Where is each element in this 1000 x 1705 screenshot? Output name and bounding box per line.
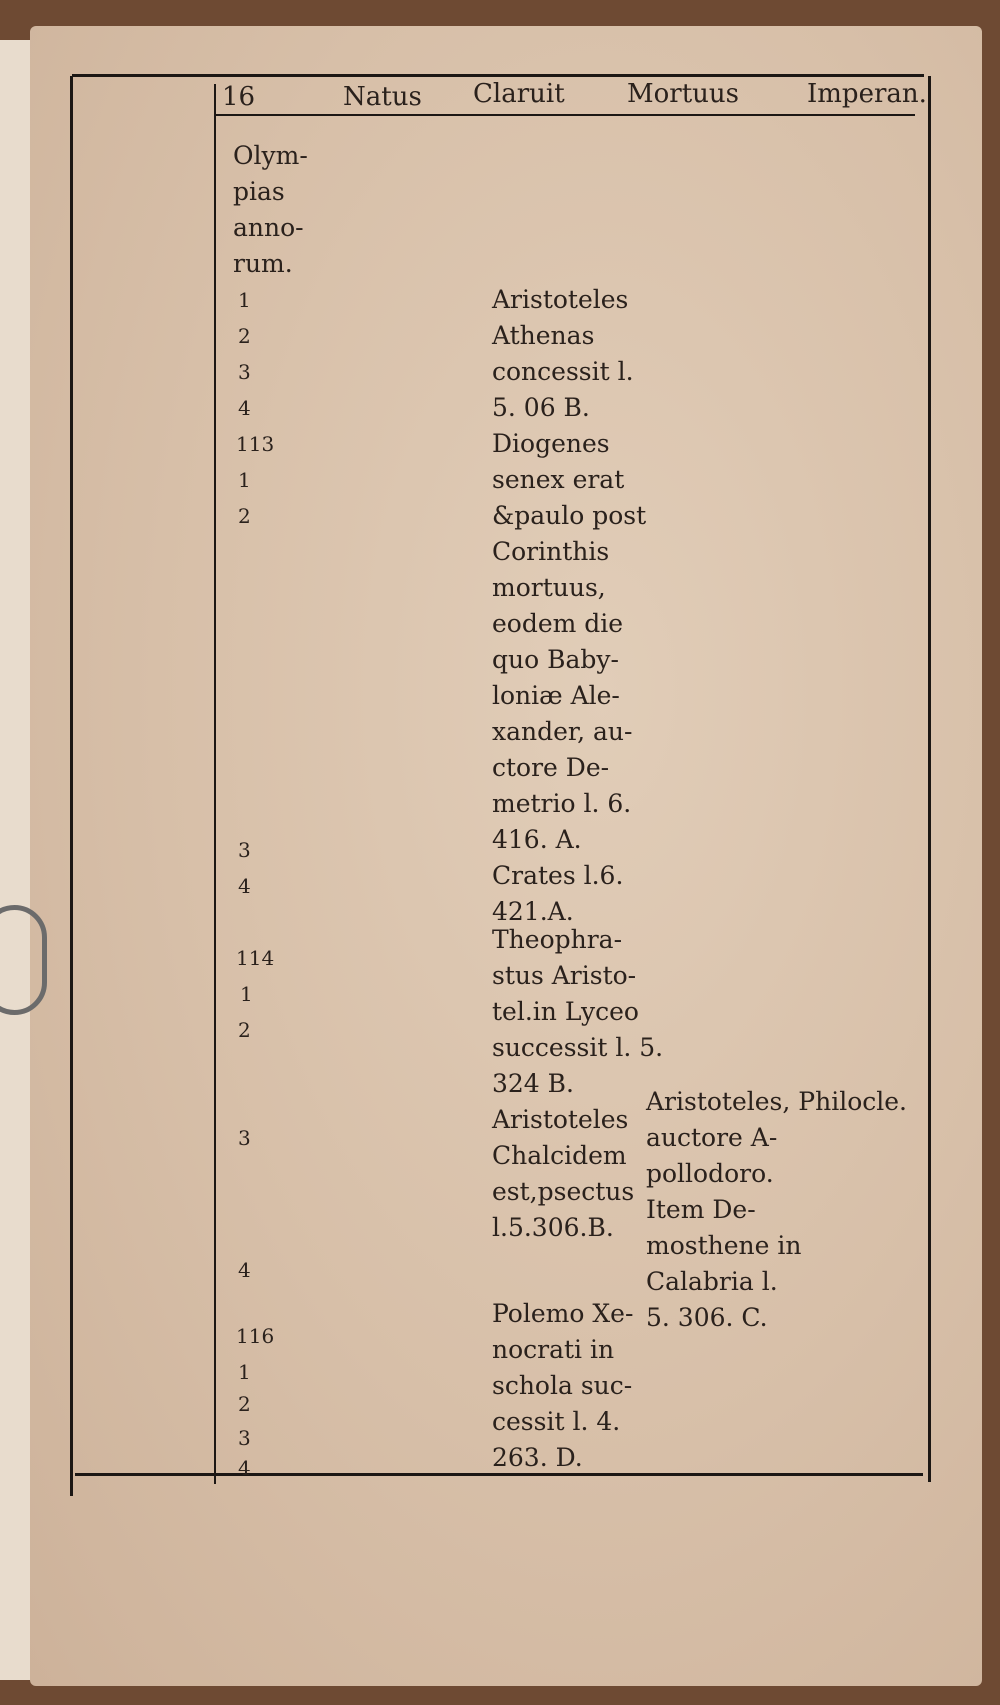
- year-marker: 4: [238, 396, 251, 420]
- text-line: 324 B.: [492, 1069, 574, 1098]
- text-line: nocrati in: [492, 1335, 615, 1364]
- page-number: 16: [222, 82, 256, 112]
- olympias-line: pias: [233, 177, 285, 206]
- text-line: quo Baby-: [492, 645, 619, 674]
- mortuus-block-3: [492, 1296, 633, 1476]
- year-marker: 1: [238, 468, 251, 492]
- imperan-block: [646, 1084, 907, 1336]
- year-marker: 116: [236, 1324, 275, 1348]
- text-line: loniæ Ale-: [492, 681, 620, 710]
- year-marker: 1: [240, 982, 253, 1006]
- text-line: 5. 306. C.: [646, 1303, 768, 1332]
- flyleaf-edge: [0, 40, 30, 1680]
- olympias-line: Olym-: [233, 141, 308, 170]
- text-line: Diogenes: [492, 429, 610, 458]
- text-line: Aristoteles: [492, 285, 629, 314]
- text-line: senex erat: [492, 465, 625, 494]
- text-line: Polemo Xe-: [492, 1299, 634, 1328]
- year-marker: 4: [238, 1258, 251, 1282]
- year-marker: 4: [238, 874, 251, 898]
- text-line: eodem die: [492, 609, 624, 638]
- text-line: mortuus,: [492, 573, 606, 602]
- year-marker: 114: [236, 946, 275, 970]
- text-line: schola suc-: [492, 1371, 633, 1400]
- mortuus-block-2: [492, 922, 663, 1246]
- text-line: Corinthis: [492, 537, 610, 566]
- text-line: cessit l. 4.: [492, 1407, 621, 1436]
- header-claruit: Claruit: [473, 79, 565, 109]
- year-marker: 2: [238, 504, 251, 528]
- header-mortuus: Mortuus: [627, 79, 739, 109]
- year-column-rule: [214, 84, 216, 1484]
- text-line: &paulo post: [492, 501, 647, 530]
- year-marker: 3: [238, 1126, 251, 1150]
- text-line: tel.in Lyceo: [492, 997, 639, 1026]
- header-underline: [215, 114, 915, 116]
- text-line: pollodoro.: [646, 1159, 774, 1188]
- mortuus-block-1: [492, 282, 646, 930]
- year-marker: 2: [238, 1018, 251, 1042]
- text-line: successit l. 5.: [492, 1033, 664, 1062]
- text-line: xander, au-: [492, 717, 633, 746]
- text-line: Athenas: [492, 321, 595, 350]
- text-line: mosthene in: [646, 1231, 802, 1260]
- text-line: Calabria l.: [646, 1267, 778, 1296]
- header-natus: Natus: [343, 82, 422, 112]
- text-line: 416. A.: [492, 825, 582, 854]
- year-marker: 2: [238, 1392, 251, 1416]
- year-marker: 3: [238, 1426, 251, 1450]
- left-border: [70, 76, 73, 1496]
- text-line: auctore A-: [646, 1123, 778, 1152]
- text-line: Aristoteles: [492, 1105, 629, 1134]
- text-line: 421.A.: [492, 897, 574, 926]
- text-line: Chalcidem: [492, 1141, 627, 1170]
- book-page: [30, 26, 982, 1686]
- page-clip: [0, 905, 47, 1015]
- olympias-label: [233, 138, 308, 282]
- text-line: l.5.306.B.: [492, 1213, 614, 1242]
- text-line: stus Aristo-: [492, 961, 637, 990]
- year-marker: 1: [238, 1360, 251, 1384]
- header-imperan: Imperan.: [807, 79, 927, 109]
- year-marker: 3: [238, 838, 251, 862]
- text-line: Item De-: [646, 1195, 756, 1224]
- olympias-line: anno-: [233, 213, 304, 242]
- year-marker: 3: [238, 360, 251, 384]
- right-border: [928, 76, 931, 1482]
- text-line: Theophra-: [492, 925, 623, 954]
- text-line: Aristoteles, Philocle.: [646, 1087, 907, 1116]
- text-line: ctore De-: [492, 753, 610, 782]
- text-line: 5. 06 B.: [492, 393, 590, 422]
- year-marker: 1: [238, 288, 251, 312]
- text-line: est,psectus: [492, 1177, 635, 1206]
- olympias-line: rum.: [233, 249, 293, 278]
- year-marker: 113: [236, 432, 275, 456]
- year-marker: 2: [238, 324, 251, 348]
- year-marker: 4: [238, 1456, 251, 1480]
- text-line: 263. D.: [492, 1443, 583, 1472]
- text-line: concessit l.: [492, 357, 634, 386]
- text-line: Crates l.6.: [492, 861, 624, 890]
- text-line: metrio l. 6.: [492, 789, 632, 818]
